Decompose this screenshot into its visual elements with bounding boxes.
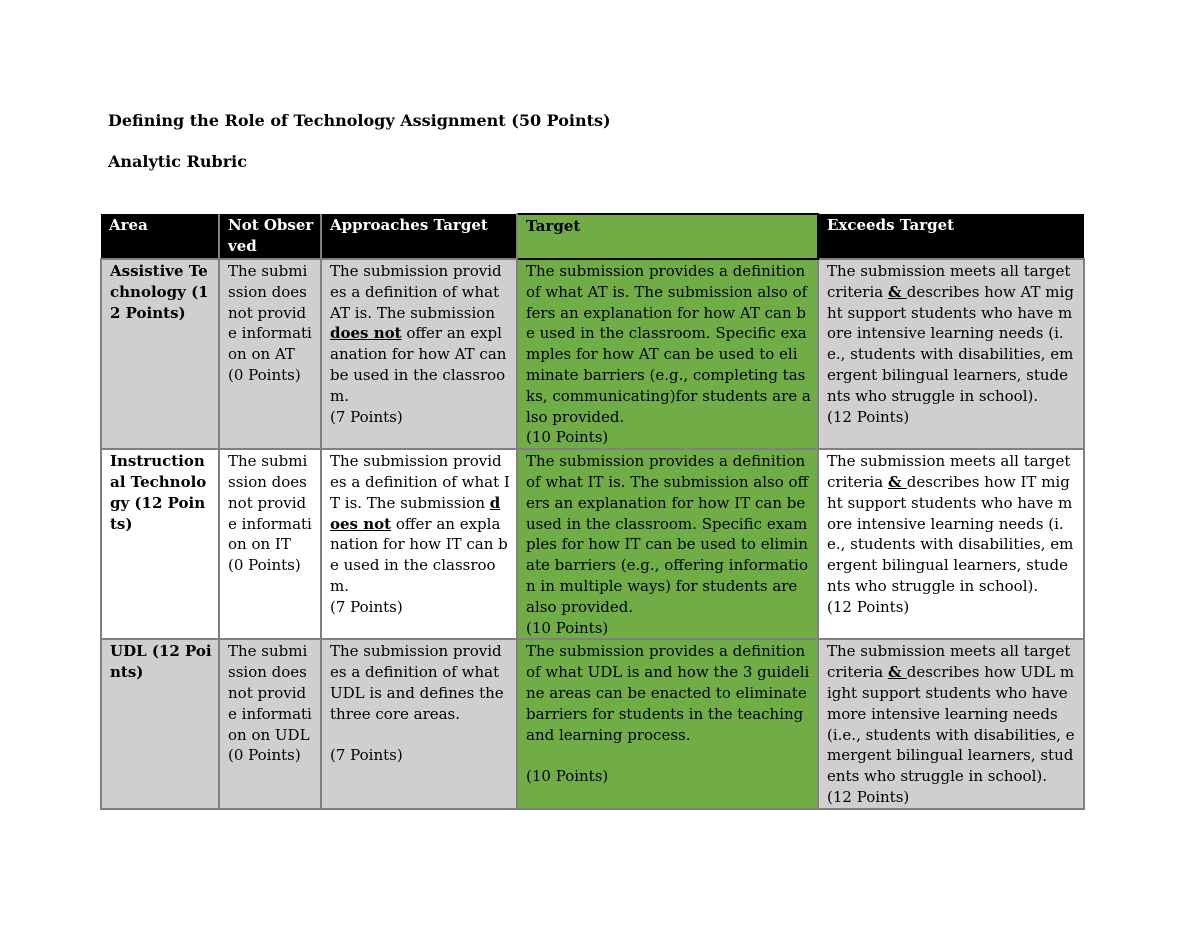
cell-text: The submission does not provide information on IT [228, 452, 312, 554]
not-observed-cell [219, 639, 321, 808]
cell-text: The submission does not provide information on AT [228, 262, 312, 364]
cell-text: The submission provides a definition of what IT is. The submission also offers an explanation for how IT can be used in the classroom. Specific examples for how IT can be used to eliminate barriers (e.g., offering information in multiple ways) for students are also provided. [526, 452, 809, 616]
points-label: (12 Points) [827, 407, 910, 426]
points-label: (7 Points) [330, 407, 403, 426]
cell-text: The submission provides a definition of what AT is. The submission also offers an explanation for how AT can be used in the classroom. Specific examples for how AT can be used to eliminate barriers (e.g., completing tasks, communicating)for students are also provided. [526, 262, 811, 426]
emphasis-text: & [887, 282, 907, 301]
area-cell: UDL (12 Points) [101, 639, 219, 808]
cell-text: The submission does not provide information on UDL [228, 642, 312, 744]
points-label: (12 Points) [827, 597, 910, 616]
cell-text: The submission provides a definition of what IT is. The submission [330, 452, 510, 512]
cell-text: offer an explanation for how AT can be used in the classroom. [330, 324, 507, 405]
cell-text: The submission meets all target criteria [827, 452, 1071, 491]
area-cell: Assistive Technology (12 Points) [101, 259, 219, 449]
document-subtitle: Analytic Rubric [108, 152, 247, 171]
approaches-target-cell [321, 639, 517, 808]
points-label: (12 Points) [827, 787, 910, 806]
rubric-row-assistive-technology [101, 259, 1084, 449]
cell-text: describes how UDL might support students who have more intensive learning needs (i.e., students with disabilities, emergent bilingual learners, students who struggle in school). [827, 663, 1075, 786]
cell-text: The submission provides a definition of what UDL is and how the 3 guideline areas can be enacted to eliminate barriers for students in the teaching and learning process. [526, 642, 810, 744]
points-label: (7 Points) [330, 746, 403, 765]
cell-text: describes how IT might support students who have more intensive learning needs (i.e., students with disabilities, emergent bilingual learners, students who struggle in school). [827, 472, 1074, 595]
points-label: (10 Points) [526, 767, 609, 786]
rubric-row-udl [101, 639, 1084, 808]
emphasis-text: & [887, 663, 907, 682]
points-label: (10 Points) [526, 428, 609, 447]
area-cell: Instructional Technology (12 Points) [101, 449, 219, 639]
points-label: (7 Points) [330, 597, 403, 616]
cell-text: offer an explanation for how IT can be used in the classroom. [330, 514, 508, 595]
approaches-target-cell [321, 449, 517, 639]
points-label: (0 Points) [228, 365, 301, 384]
emphasis-text: does not [330, 324, 402, 343]
points-label: (0 Points) [228, 556, 301, 575]
rubric-row-instructional-technology [101, 449, 1084, 639]
header-not-observed: Not Observed [219, 214, 321, 259]
approaches-target-cell [321, 259, 517, 449]
exceeds-target-cell [818, 639, 1084, 808]
header-exceeds-target: Exceeds Target [818, 214, 1084, 259]
header-area: Area [101, 214, 219, 259]
target-cell [517, 259, 818, 449]
exceeds-target-cell [818, 449, 1084, 639]
not-observed-cell [219, 449, 321, 639]
cell-text: The submission provides a definition of what AT is. The submission [330, 262, 502, 322]
target-cell [517, 449, 818, 639]
rubric-table [100, 213, 1085, 810]
points-label: (10 Points) [526, 618, 609, 637]
target-cell [517, 639, 818, 808]
cell-text: describes how AT might support students who have more intensive learning needs (i.e., students with disabilities, emergent bilingual learners, students who struggle in school). [827, 282, 1074, 405]
rubric-header-row [101, 214, 1084, 259]
points-label: (0 Points) [228, 746, 301, 765]
emphasis-text: & [887, 472, 907, 491]
header-approaches-target: Approaches Target [321, 214, 517, 259]
not-observed-cell [219, 259, 321, 449]
emphasis-text: does not [330, 493, 501, 533]
cell-text: The submission meets all target criteria [827, 642, 1071, 682]
cell-text: The submission meets all target criteria [827, 262, 1071, 301]
exceeds-target-cell [818, 259, 1084, 449]
cell-text: The submission provides a definition of what UDL is and defines the three core areas. [330, 642, 504, 723]
header-target: Target [517, 214, 818, 259]
document-title: Defining the Role of Technology Assignment (50 Points) [108, 111, 611, 130]
